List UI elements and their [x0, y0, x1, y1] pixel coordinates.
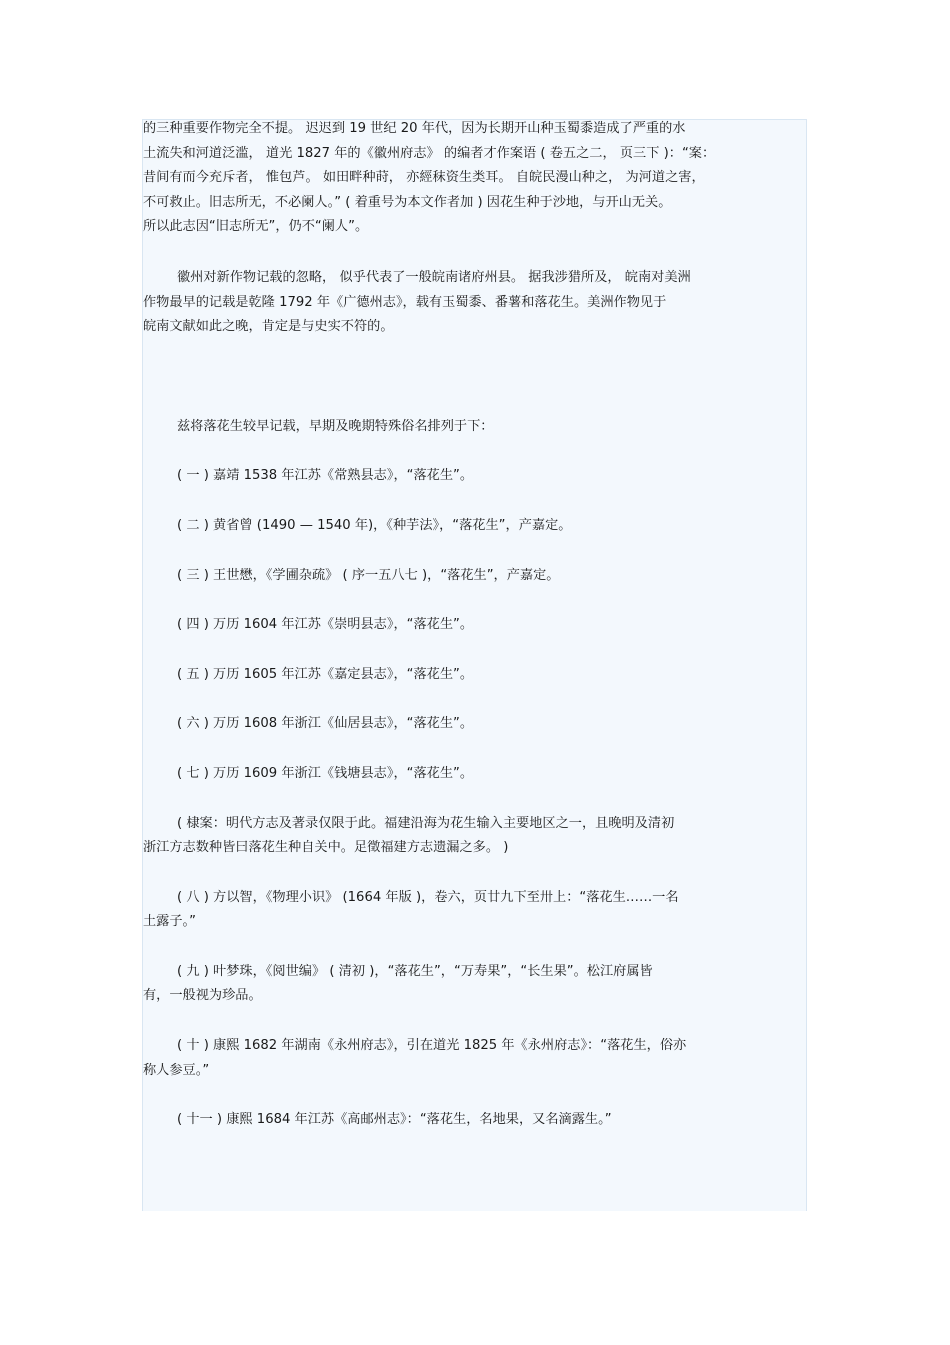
list-item — [143, 1108, 807, 1133]
list-item — [143, 464, 807, 489]
text-line: ( 八 ) 方以智，《物理小识》 (1664 年版 )，卷六，页廿九下至卅上：“落花生……一名 — [177, 889, 679, 905]
text-line: ( 十一 ) 康熙 1684 年江苏《高邮州志》：“落花生，名地果，又名滴露生。” — [177, 1112, 612, 1128]
text-line: 昔间有而今充斥者， 惟包芦。 如田畔种莳， 亦經秣资生类耳。 自皖民漫山种之， 为河道之害， — [143, 170, 705, 186]
text-line: ( 七 ) 万历 1609 年浙江《钱塘县志》，“落花生”。 — [177, 765, 474, 781]
list-item — [143, 712, 807, 737]
list-item — [143, 613, 807, 638]
text-line: 所以此志因“旧志所无”，仍不“阑人”。 — [143, 219, 369, 235]
text-line: ( 六 ) 万历 1608 年浙江《仙居县志》，“落花生”。 — [177, 716, 474, 732]
list-item — [143, 514, 807, 539]
list-item — [143, 762, 807, 787]
text-line: ( 四 ) 万历 1604 年江苏《崇明县志》，“落花生”。 — [177, 617, 474, 633]
paragraph-wannan — [143, 266, 807, 340]
text-line: ( 一 ) 嘉靖 1538 年江苏《常熟县志》，“落花生”。 — [177, 468, 474, 484]
text-line: ( 十 ) 康熙 1682 年湖南《永州府志》，引在道光 1825 年《永州府志》：“落花生，俗亦 — [177, 1038, 687, 1054]
text-line: ( 五 ) 万历 1605 年江苏《嘉定县志》，“落花生”。 — [177, 666, 474, 682]
text-line: 兹将落花生较早记载，早期及晚期特殊俗名排列于下： — [177, 418, 494, 434]
text-line: 的三种重要作物完全不提。 迟迟到 19 世纪 20 年代，因为长期开山种玉蜀黍造成了严重的水 — [143, 121, 686, 136]
text-line: ( 三 ) 王世懋，《学圃杂疏》 ( 序一五八七 )，“落花生”，产嘉定。 — [177, 567, 560, 583]
text-line: 皖南文献如此之晚，肯定是与史实不符的。 — [143, 319, 394, 335]
list-item — [143, 564, 807, 589]
text-line: 土流失和河道泛滥， 道光 1827 年的《徽州府志》 的编者才作案语 ( 卷五之二， 页三下 )：“案： — [143, 145, 716, 161]
list-item — [143, 663, 807, 688]
text-line: 不可救止。旧志所无，不必阑人。” ( 着重号为本文作者加 ) 因花生种于沙地，与开山无关。 — [143, 194, 672, 210]
editor-note — [143, 812, 807, 861]
text-line: ( 棣案：明代方志及著录仅限于此。福建沿海为花生输入主要地区之一，且晚明及清初 — [177, 815, 675, 831]
text-line: 徽州对新作物记载的忽略， 似乎代表了一般皖南诸府州县。 据我涉猎所及， 皖南对美洲 — [177, 269, 691, 285]
text-line: 浙江方志数种皆曰落花生种自关中。足徵福建方志遗漏之多。 ) — [143, 840, 509, 856]
text-line: 称人参豆。” — [143, 1062, 210, 1078]
paragraph-huizhou-note — [143, 117, 807, 240]
paragraph-intro-list — [143, 415, 807, 440]
list-item — [143, 1034, 807, 1083]
text-line: ( 九 ) 叶梦珠，《阅世编》 ( 清初 )，“落花生”，“万寿果”，“长生果”。松江府属皆 — [177, 963, 653, 979]
text-line: 作物最早的记载是乾隆 1792 年《广德州志》，载有玉蜀黍、番薯和落花生。美洲作物见于 — [143, 294, 667, 310]
document-body — [143, 117, 807, 1133]
list-item — [143, 886, 807, 935]
text-line: 有，一般视为珍品。 — [143, 988, 262, 1004]
list-item — [143, 960, 807, 1009]
text-line: ( 二 ) 黄省曾 (1490 — 1540 年)，《种芋法》，“落花生”，产嘉定。 — [177, 517, 572, 533]
text-line: 土露子。” — [143, 914, 196, 930]
